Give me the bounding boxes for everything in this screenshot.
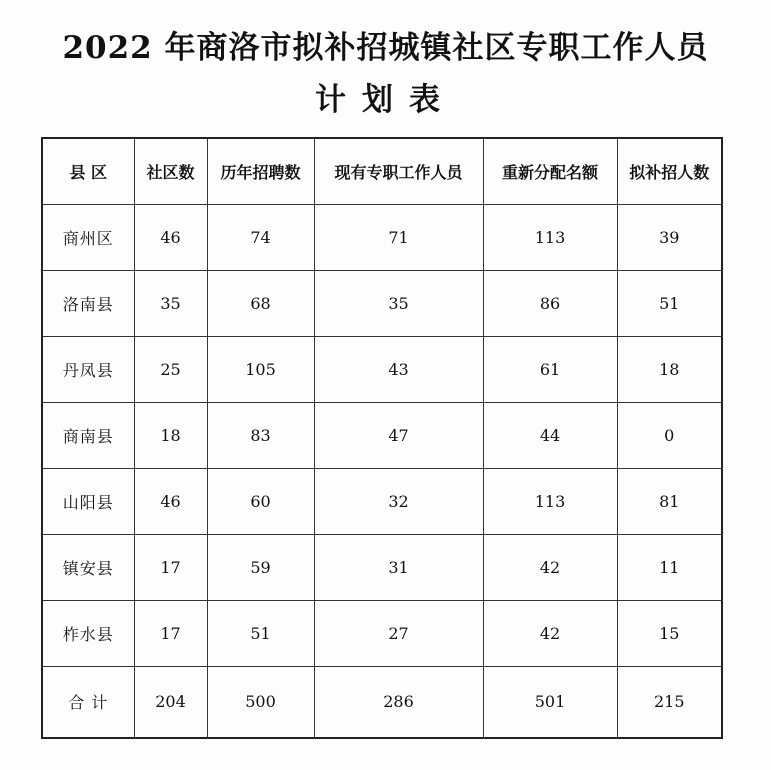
- planned-hires-cell: 11: [617, 534, 722, 600]
- community-count-cell: 35: [134, 270, 207, 336]
- current-staff-cell: 32: [314, 468, 483, 534]
- community-count-cell: 18: [134, 402, 207, 468]
- table-row: [42, 270, 722, 336]
- historical-hires-cell: 59: [207, 534, 314, 600]
- recruitment-plan-table: [41, 137, 723, 739]
- planned-hires-cell: 18: [617, 336, 722, 402]
- reallocated-quota-cell: 42: [483, 534, 617, 600]
- document-title: 2022 年商洛市拟补招城镇社区专职工作人员: [62, 30, 709, 66]
- community-count-cell: 46: [134, 204, 207, 270]
- county-cell: 丹凤县: [42, 336, 134, 402]
- document-subtitle: 计划表: [315, 82, 456, 118]
- county-cell: 商州区: [42, 204, 134, 270]
- historical-hires-cell: 68: [207, 270, 314, 336]
- county-cell: 镇安县: [42, 534, 134, 600]
- total-planned-hires-cell: 215: [617, 666, 722, 738]
- header-historical-hires: 历年招聘数: [207, 138, 314, 204]
- community-count-cell: 25: [134, 336, 207, 402]
- county-cell: 商南县: [42, 402, 134, 468]
- historical-hires-cell: 83: [207, 402, 314, 468]
- historical-hires-cell: 60: [207, 468, 314, 534]
- historical-hires-cell: 74: [207, 204, 314, 270]
- table-header-row: [42, 138, 722, 204]
- table-row: [42, 468, 722, 534]
- total-historical-hires-cell: 500: [207, 666, 314, 738]
- table-row: [42, 336, 722, 402]
- current-staff-cell: 43: [314, 336, 483, 402]
- current-staff-cell: 35: [314, 270, 483, 336]
- table-total-row: [42, 666, 722, 738]
- header-reallocated-quota: 重新分配名额: [483, 138, 617, 204]
- reallocated-quota-cell: 61: [483, 336, 617, 402]
- reallocated-quota-cell: 44: [483, 402, 617, 468]
- planned-hires-cell: 0: [617, 402, 722, 468]
- total-reallocated-quota-cell: 501: [483, 666, 617, 738]
- reallocated-quota-cell: 113: [483, 468, 617, 534]
- total-community-count-cell: 204: [134, 666, 207, 738]
- header-current-staff: 现有专职工作人员: [314, 138, 483, 204]
- table-row: [42, 600, 722, 666]
- table-row: [42, 204, 722, 270]
- planned-hires-cell: 51: [617, 270, 722, 336]
- community-count-cell: 17: [134, 534, 207, 600]
- reallocated-quota-cell: 42: [483, 600, 617, 666]
- county-cell: 柞水县: [42, 600, 134, 666]
- planned-hires-cell: 81: [617, 468, 722, 534]
- historical-hires-cell: 105: [207, 336, 314, 402]
- community-count-cell: 17: [134, 600, 207, 666]
- current-staff-cell: 47: [314, 402, 483, 468]
- current-staff-cell: 27: [314, 600, 483, 666]
- table-row: [42, 534, 722, 600]
- planned-hires-cell: 39: [617, 204, 722, 270]
- table-row: [42, 402, 722, 468]
- reallocated-quota-cell: 113: [483, 204, 617, 270]
- community-count-cell: 46: [134, 468, 207, 534]
- header-planned-hires: 拟补招人数: [617, 138, 722, 204]
- header-county: 县 区: [42, 138, 134, 204]
- reallocated-quota-cell: 86: [483, 270, 617, 336]
- historical-hires-cell: 51: [207, 600, 314, 666]
- current-staff-cell: 31: [314, 534, 483, 600]
- total-label-cell: 合 计: [42, 666, 134, 738]
- header-community-count: 社区数: [134, 138, 207, 204]
- total-current-staff-cell: 286: [314, 666, 483, 738]
- county-cell: 洛南县: [42, 270, 134, 336]
- county-cell: 山阳县: [42, 468, 134, 534]
- planned-hires-cell: 15: [617, 600, 722, 666]
- current-staff-cell: 71: [314, 204, 483, 270]
